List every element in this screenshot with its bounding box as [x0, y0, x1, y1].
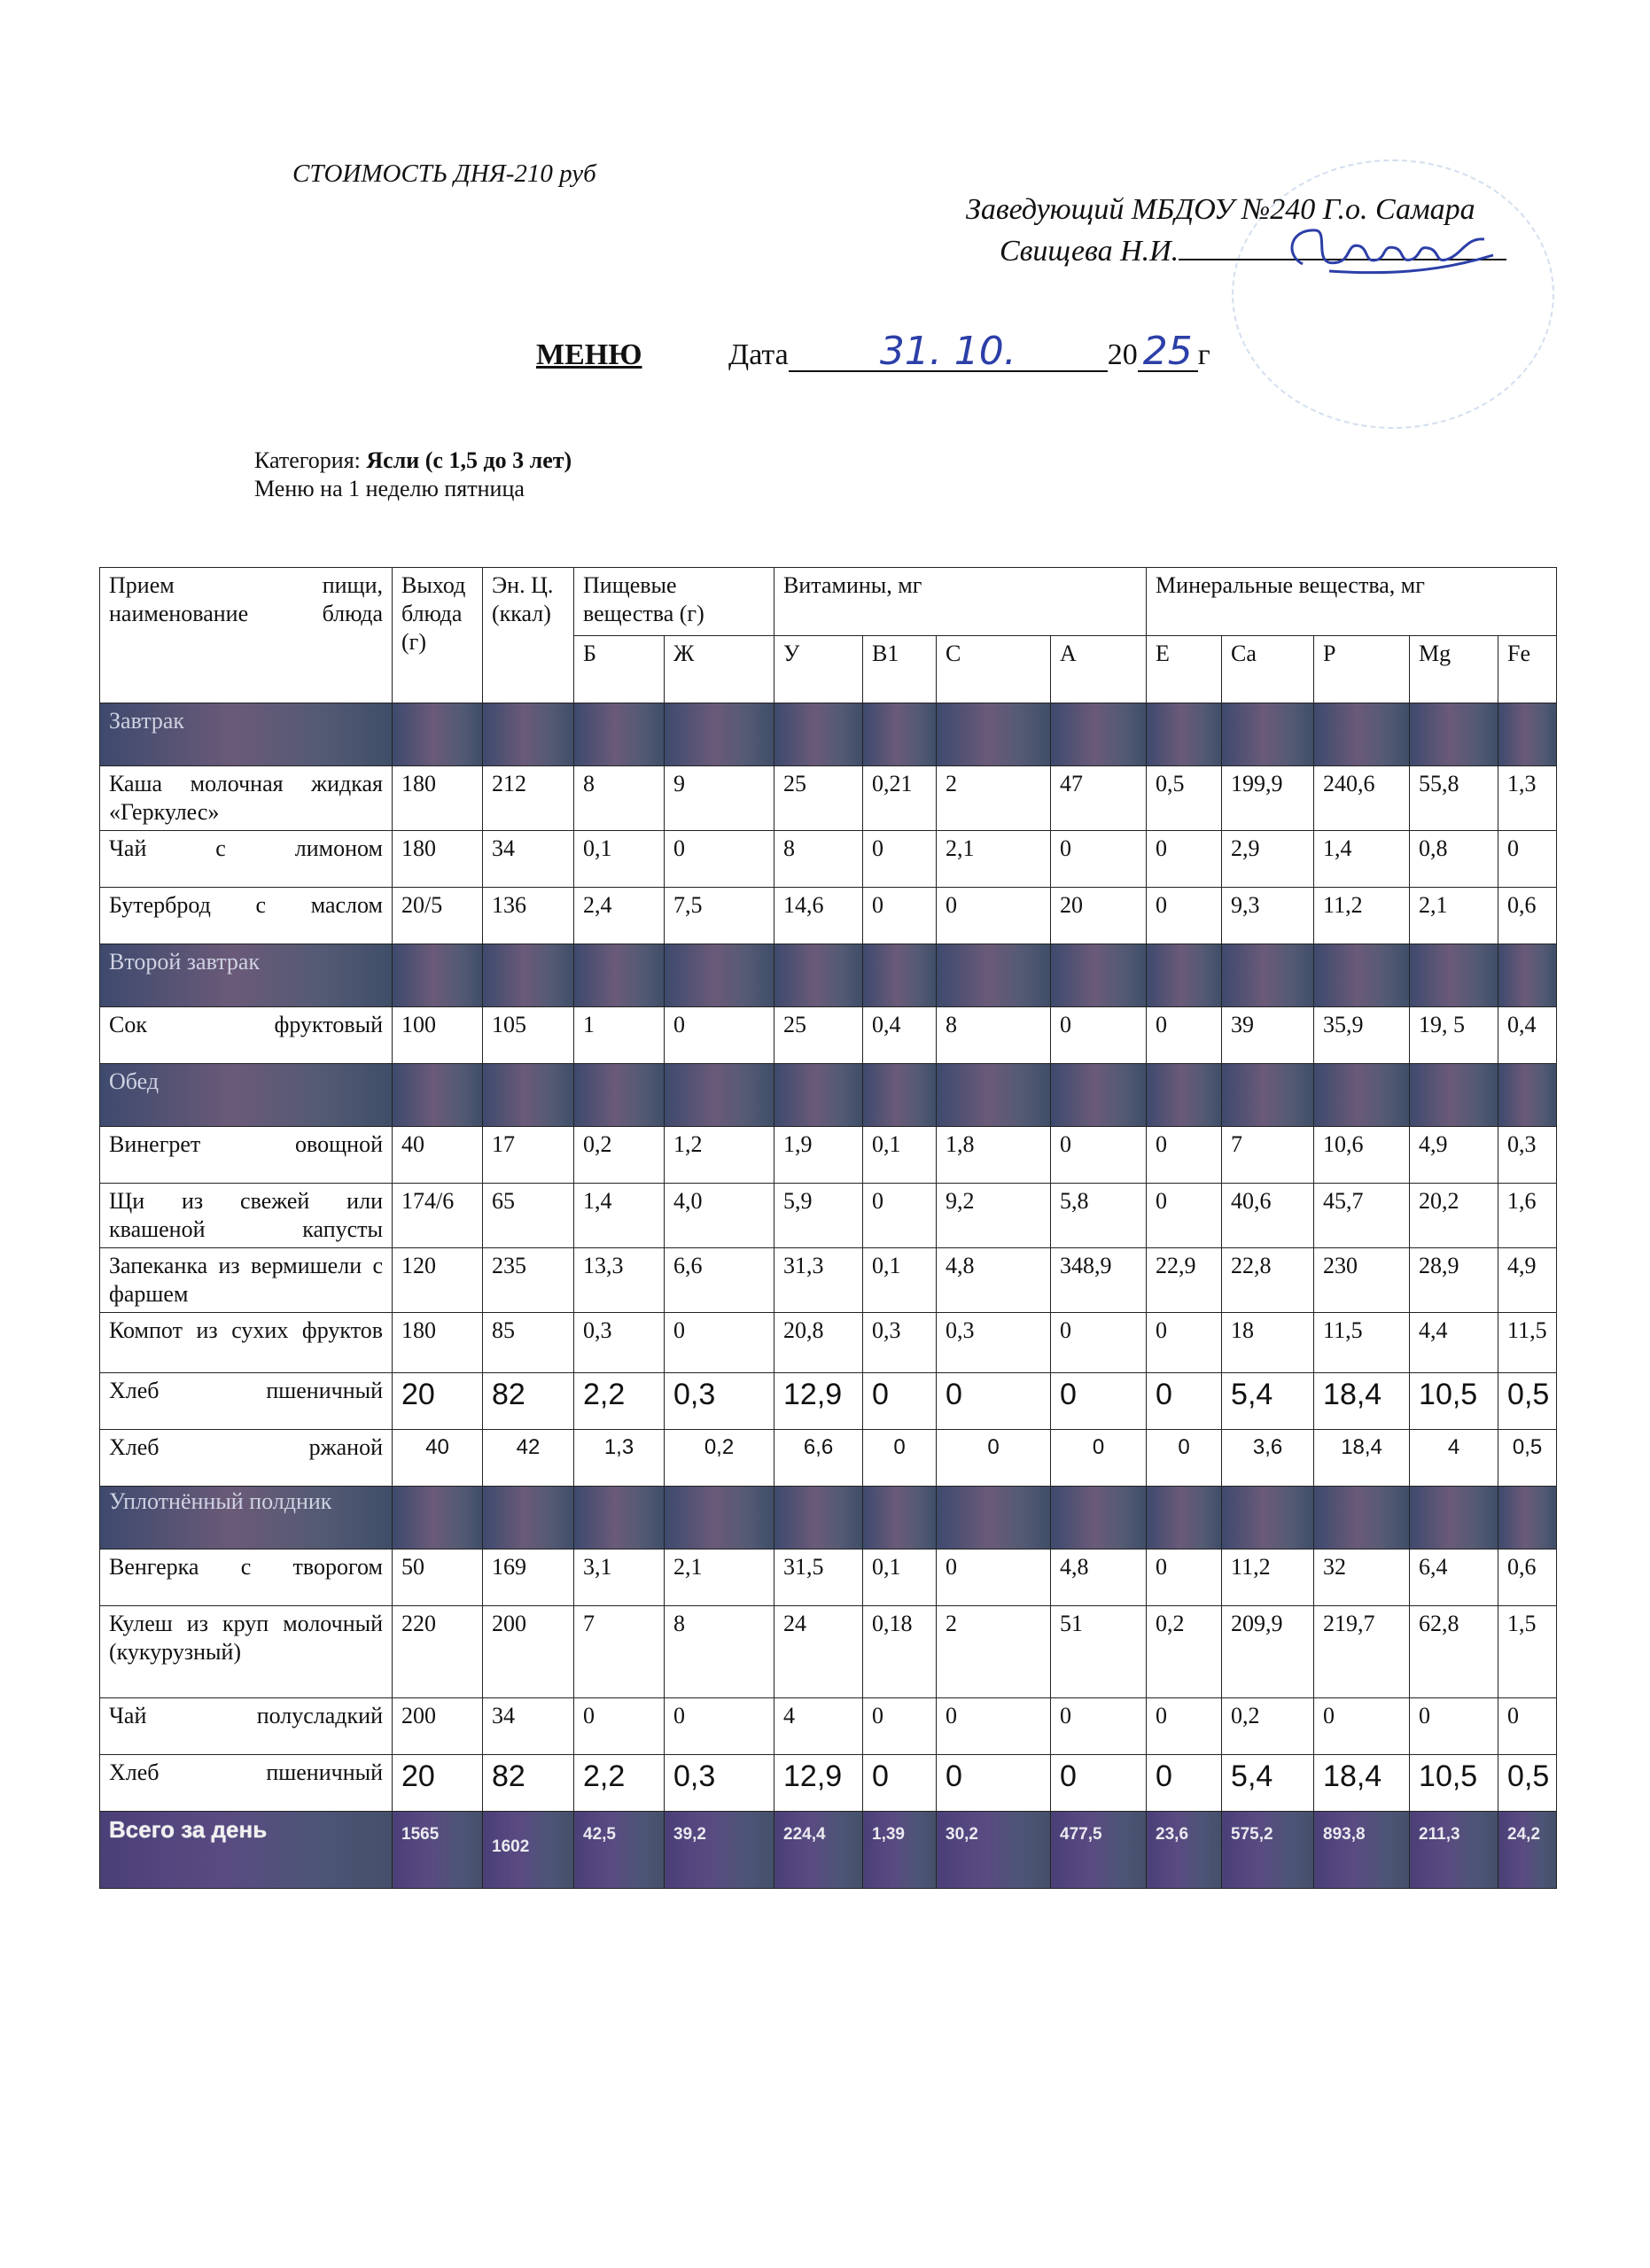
table-row [100, 1248, 1557, 1313]
year-value: 25 [1138, 338, 1198, 372]
value-cell: 8 [665, 1606, 774, 1698]
value-cell: 2 [937, 1606, 1051, 1698]
total-cell: 23,6 [1147, 1812, 1222, 1889]
year-suffix: г [1197, 338, 1210, 371]
table-row [100, 766, 1557, 831]
value-cell: 0 [1498, 1698, 1557, 1755]
value-cell: 40 [393, 1127, 483, 1184]
value-cell: 2,4 [574, 888, 665, 944]
value-cell: 9,2 [937, 1184, 1051, 1248]
header-nutrients: Пищевые вещества (г) [574, 568, 774, 636]
value-cell: 0 [937, 1373, 1051, 1430]
value-cell: 0,1 [863, 1550, 937, 1606]
value-cell: 13,3 [574, 1248, 665, 1313]
value-cell: 4 [774, 1698, 863, 1755]
value-cell: 0,3 [665, 1755, 774, 1812]
value-cell: 25 [774, 766, 863, 831]
value-cell: 0,1 [863, 1248, 937, 1313]
dish-name: Каша молочная жидкая «Геркулес» [100, 766, 393, 831]
value-cell: 6,6 [665, 1248, 774, 1313]
section-row-second-breakfast [100, 944, 1557, 1007]
total-cell: 575,2 [1222, 1812, 1314, 1889]
value-cell: 2,9 [1222, 831, 1314, 888]
dish-name: Запеканка из вермишели с фаршем [100, 1248, 393, 1313]
value-cell: 9,3 [1222, 888, 1314, 944]
value-cell: 219,7 [1314, 1606, 1410, 1698]
total-cell: 39,2 [665, 1812, 774, 1889]
value-cell: 8 [937, 1007, 1051, 1064]
value-cell: 20 [393, 1755, 483, 1812]
value-cell: 0 [1147, 1373, 1222, 1430]
value-cell: 45,7 [1314, 1184, 1410, 1248]
value-cell: 0 [1147, 1698, 1222, 1755]
value-cell: 18,4 [1314, 1430, 1410, 1487]
subheader-mg: Mg [1410, 636, 1498, 703]
category-line [254, 447, 572, 474]
value-cell: 0,4 [1498, 1007, 1557, 1064]
value-cell: 20 [1051, 888, 1147, 944]
value-cell: 22,9 [1147, 1248, 1222, 1313]
value-cell: 85 [483, 1313, 574, 1373]
value-cell: 24 [774, 1606, 863, 1698]
value-cell: 0,6 [1498, 888, 1557, 944]
value-cell: 3,6 [1222, 1430, 1314, 1487]
dish-name: Винегрет овощной [100, 1127, 393, 1184]
value-cell: 10,5 [1410, 1373, 1498, 1430]
dish-name: Компот из сухих фруктов [100, 1313, 393, 1373]
dish-name: Хлеб пшеничный [100, 1755, 393, 1812]
total-cell: 1,39 [863, 1812, 937, 1889]
value-cell: 35,9 [1314, 1007, 1410, 1064]
value-cell: 0 [863, 1184, 937, 1248]
value-cell: 11,5 [1498, 1313, 1557, 1373]
value-cell: 0 [937, 888, 1051, 944]
value-cell: 0 [1147, 1550, 1222, 1606]
section-row-breakfast [100, 703, 1557, 766]
date-value: 31. 10. [789, 338, 1108, 372]
category-value: Ясли (с 1,5 до 3 лет) [366, 447, 572, 473]
section-label: Завтрак [100, 703, 393, 766]
value-cell: 5,9 [774, 1184, 863, 1248]
value-cell: 1,2 [665, 1127, 774, 1184]
value-cell: 51 [1051, 1606, 1147, 1698]
value-cell: 0 [1051, 1373, 1147, 1430]
value-cell: 0 [863, 1430, 937, 1487]
value-cell: 0 [1147, 888, 1222, 944]
value-cell: 180 [393, 766, 483, 831]
value-cell: 120 [393, 1248, 483, 1313]
value-cell: 4,0 [665, 1184, 774, 1248]
value-cell: 1,3 [1498, 766, 1557, 831]
value-cell: 0,3 [863, 1313, 937, 1373]
value-cell: 0,2 [1222, 1698, 1314, 1755]
value-cell: 1,3 [574, 1430, 665, 1487]
value-cell: 4,9 [1410, 1127, 1498, 1184]
value-cell: 12,9 [774, 1755, 863, 1812]
value-cell: 65 [483, 1184, 574, 1248]
table-row [100, 831, 1557, 888]
value-cell: 0 [1051, 1313, 1147, 1373]
value-cell: 1,4 [1314, 831, 1410, 888]
dish-name: Чай с лимоном [100, 831, 393, 888]
value-cell: 169 [483, 1550, 574, 1606]
value-cell: 55,8 [1410, 766, 1498, 831]
subheader-p: P [1314, 636, 1410, 703]
table-row [100, 1007, 1557, 1064]
value-cell: 0 [665, 1698, 774, 1755]
value-cell: 18,4 [1314, 1373, 1410, 1430]
value-cell: 25 [774, 1007, 863, 1064]
dish-name: Кулеш из круп молочный (кукурузный) [100, 1606, 393, 1698]
value-cell: 5,8 [1051, 1184, 1147, 1248]
value-cell: 220 [393, 1606, 483, 1698]
total-cell: 477,5 [1051, 1812, 1147, 1889]
total-row [100, 1812, 1557, 1889]
total-cell: 42,5 [574, 1812, 665, 1889]
value-cell: 0,21 [863, 766, 937, 831]
value-cell: 31,3 [774, 1248, 863, 1313]
value-cell: 180 [393, 831, 483, 888]
value-cell: 17 [483, 1127, 574, 1184]
manager-name: Свищева Н.И. [1000, 235, 1179, 268]
subheader-a: A [1051, 636, 1147, 703]
value-cell: 2 [937, 766, 1051, 831]
value-cell: 1,8 [937, 1127, 1051, 1184]
value-cell: 0 [863, 831, 937, 888]
header-row [100, 568, 1557, 636]
value-cell: 34 [483, 831, 574, 888]
table-row [100, 1698, 1557, 1755]
value-cell: 11,5 [1314, 1313, 1410, 1373]
value-cell: 0 [1498, 831, 1557, 888]
value-cell: 11,2 [1314, 888, 1410, 944]
value-cell: 0 [863, 888, 937, 944]
value-cell: 4,9 [1498, 1248, 1557, 1313]
value-cell: 19, 5 [1410, 1007, 1498, 1064]
value-cell: 0 [1147, 1755, 1222, 1812]
total-cell: 224,4 [774, 1812, 863, 1889]
value-cell: 20,8 [774, 1313, 863, 1373]
value-cell: 10,5 [1410, 1755, 1498, 1812]
value-cell: 0,1 [574, 831, 665, 888]
value-cell: 0,2 [574, 1127, 665, 1184]
value-cell: 32 [1314, 1550, 1410, 1606]
total-cell: 1602 [483, 1812, 574, 1889]
table-row [100, 1313, 1557, 1373]
value-cell: 62,8 [1410, 1606, 1498, 1698]
value-cell: 8 [774, 831, 863, 888]
subheader-ca: Ca [1222, 636, 1314, 703]
value-cell: 2,1 [1410, 888, 1498, 944]
value-cell: 34 [483, 1698, 574, 1755]
date-label: Дата [728, 338, 789, 371]
value-cell: 136 [483, 888, 574, 944]
value-cell: 1 [574, 1007, 665, 1064]
value-cell: 212 [483, 766, 574, 831]
value-cell: 0 [1147, 1007, 1222, 1064]
value-cell: 50 [393, 1550, 483, 1606]
value-cell: 0 [1051, 1007, 1147, 1064]
manager-title: Заведующий МБДОУ №240 Г.о. Самара [966, 193, 1475, 226]
total-cell: 24,2 [1498, 1812, 1557, 1889]
value-cell: 0 [1051, 1755, 1147, 1812]
value-cell: 0,3 [665, 1373, 774, 1430]
value-cell: 0 [574, 1698, 665, 1755]
value-cell: 0 [1051, 831, 1147, 888]
table-row [100, 1606, 1557, 1698]
value-cell: 1,5 [1498, 1606, 1557, 1698]
value-cell: 5,4 [1222, 1755, 1314, 1812]
category-label: Категория: [254, 447, 361, 473]
value-cell: 2,1 [665, 1550, 774, 1606]
subheader-zh: Ж [665, 636, 774, 703]
value-cell: 0,5 [1498, 1430, 1557, 1487]
value-cell: 7,5 [665, 888, 774, 944]
value-cell: 0 [665, 1007, 774, 1064]
day-cost: СТОИМОСТЬ ДНЯ-210 руб [292, 159, 596, 188]
value-cell: 0 [1051, 1127, 1147, 1184]
value-cell: 2,2 [574, 1373, 665, 1430]
subheader-fe: Fe [1498, 636, 1557, 703]
table-row [100, 1127, 1557, 1184]
value-cell: 0 [1147, 1184, 1222, 1248]
value-cell: 0,4 [863, 1007, 937, 1064]
value-cell: 22,8 [1222, 1248, 1314, 1313]
value-cell: 82 [483, 1755, 574, 1812]
value-cell: 0 [1147, 1430, 1222, 1487]
table-row [100, 1373, 1557, 1430]
value-cell: 12,9 [774, 1373, 863, 1430]
value-cell: 105 [483, 1007, 574, 1064]
value-cell: 18,4 [1314, 1755, 1410, 1812]
section-row-lunch [100, 1064, 1557, 1127]
total-cell: 211,3 [1410, 1812, 1498, 1889]
total-label: Всего за день [100, 1812, 393, 1889]
value-cell: 1,4 [574, 1184, 665, 1248]
header-yield: Выход блюда (г) [393, 568, 483, 703]
dish-name: Хлеб пшеничный [100, 1373, 393, 1430]
value-cell: 5,4 [1222, 1373, 1314, 1430]
value-cell: 0,5 [1147, 766, 1222, 831]
value-cell: 9 [665, 766, 774, 831]
value-cell: 0 [937, 1755, 1051, 1812]
section-row-snack [100, 1487, 1557, 1550]
value-cell: 0,5 [1498, 1373, 1557, 1430]
value-cell: 0,1 [863, 1127, 937, 1184]
value-cell: 82 [483, 1373, 574, 1430]
subheader-b: Б [574, 636, 665, 703]
value-cell: 0 [1410, 1698, 1498, 1755]
value-cell: 4,8 [1051, 1550, 1147, 1606]
value-cell: 0 [937, 1550, 1051, 1606]
value-cell: 0 [1051, 1698, 1147, 1755]
dish-name: Бутерброд с маслом [100, 888, 393, 944]
value-cell: 18 [1222, 1313, 1314, 1373]
total-cell: 30,2 [937, 1812, 1051, 1889]
date-row [728, 329, 1210, 374]
value-cell: 199,9 [1222, 766, 1314, 831]
value-cell: 6,4 [1410, 1550, 1498, 1606]
value-cell: 20/5 [393, 888, 483, 944]
header-energy: Эн. Ц. (ккал) [483, 568, 574, 703]
value-cell: 0 [665, 1313, 774, 1373]
value-cell: 42 [483, 1430, 574, 1487]
value-cell: 209,9 [1222, 1606, 1314, 1698]
subheader-u: У [774, 636, 863, 703]
value-cell: 0 [1147, 1313, 1222, 1373]
value-cell: 235 [483, 1248, 574, 1313]
value-cell: 28,9 [1410, 1248, 1498, 1313]
total-cell: 1565 [393, 1812, 483, 1889]
table-row [100, 888, 1557, 944]
value-cell: 0,2 [665, 1430, 774, 1487]
value-cell: 200 [393, 1698, 483, 1755]
value-cell: 1,6 [1498, 1184, 1557, 1248]
value-cell: 3,1 [574, 1550, 665, 1606]
value-cell: 0,3 [937, 1313, 1051, 1373]
value-cell: 2,2 [574, 1755, 665, 1812]
table-row [100, 1755, 1557, 1812]
year-prefix: 20 [1107, 338, 1138, 371]
table-row [100, 1550, 1557, 1606]
value-cell: 0 [863, 1698, 937, 1755]
header-meal: Прием пищи, наименование блюда [100, 568, 393, 703]
table-row [100, 1430, 1557, 1487]
dish-name: Хлеб ржаной [100, 1430, 393, 1487]
value-cell: 0 [1147, 831, 1222, 888]
section-label: Уплотнённый полдник [100, 1487, 393, 1550]
dish-name: Сок фруктовый [100, 1007, 393, 1064]
value-cell: 100 [393, 1007, 483, 1064]
value-cell: 0 [863, 1755, 937, 1812]
header-vitamins: Витамины, мг [774, 568, 1147, 636]
value-cell: 20,2 [1410, 1184, 1498, 1248]
value-cell: 40,6 [1222, 1184, 1314, 1248]
value-cell: 0 [1147, 1127, 1222, 1184]
value-cell: 6,6 [774, 1430, 863, 1487]
value-cell: 0,18 [863, 1606, 937, 1698]
section-label: Обед [100, 1064, 393, 1127]
subheader-b1: B1 [863, 636, 937, 703]
value-cell: 31,5 [774, 1550, 863, 1606]
value-cell: 240,6 [1314, 766, 1410, 831]
subheader-c: C [937, 636, 1051, 703]
section-label: Второй завтрак [100, 944, 393, 1007]
menu-title: МЕНЮ [536, 338, 642, 371]
value-cell: 8 [574, 766, 665, 831]
signature-icon [1276, 220, 1506, 282]
value-cell: 174/6 [393, 1184, 483, 1248]
value-cell: 0 [1051, 1430, 1147, 1487]
value-cell: 40 [393, 1430, 483, 1487]
value-cell: 348,9 [1051, 1248, 1147, 1313]
value-cell: 0 [1314, 1698, 1410, 1755]
value-cell: 7 [1222, 1127, 1314, 1184]
table-row [100, 1184, 1557, 1248]
value-cell: 200 [483, 1606, 574, 1698]
value-cell: 7 [574, 1606, 665, 1698]
value-cell: 4,4 [1410, 1313, 1498, 1373]
value-cell: 0,8 [1410, 831, 1498, 888]
subheader-e: E [1147, 636, 1222, 703]
total-cell: 893,8 [1314, 1812, 1410, 1889]
value-cell: 14,6 [774, 888, 863, 944]
value-cell: 11,2 [1222, 1550, 1314, 1606]
value-cell: 0,6 [1498, 1550, 1557, 1606]
value-cell: 0,2 [1147, 1606, 1222, 1698]
menu-table [99, 567, 1557, 1889]
value-cell: 0,5 [1498, 1755, 1557, 1812]
value-cell: 4 [1410, 1430, 1498, 1487]
value-cell: 0 [665, 831, 774, 888]
value-cell: 2,1 [937, 831, 1051, 888]
value-cell: 10,6 [1314, 1127, 1410, 1184]
header-minerals: Минеральные вещества, мг [1147, 568, 1557, 636]
value-cell: 0 [937, 1698, 1051, 1755]
value-cell: 47 [1051, 766, 1147, 831]
value-cell: 0 [863, 1373, 937, 1430]
value-cell: 39 [1222, 1007, 1314, 1064]
dish-name: Чай полусладкий [100, 1698, 393, 1755]
value-cell: 4,8 [937, 1248, 1051, 1313]
value-cell: 1,9 [774, 1127, 863, 1184]
value-cell: 20 [393, 1373, 483, 1430]
value-cell: 230 [1314, 1248, 1410, 1313]
value-cell: 0,3 [1498, 1127, 1557, 1184]
value-cell: 180 [393, 1313, 483, 1373]
value-cell: 0,3 [574, 1313, 665, 1373]
week-line: Меню на 1 неделю пятница [254, 476, 525, 501]
dish-name: Щи из свежей или квашеной капусты [100, 1184, 393, 1248]
dish-name: Венгерка с творогом [100, 1550, 393, 1606]
value-cell: 0 [937, 1430, 1051, 1487]
